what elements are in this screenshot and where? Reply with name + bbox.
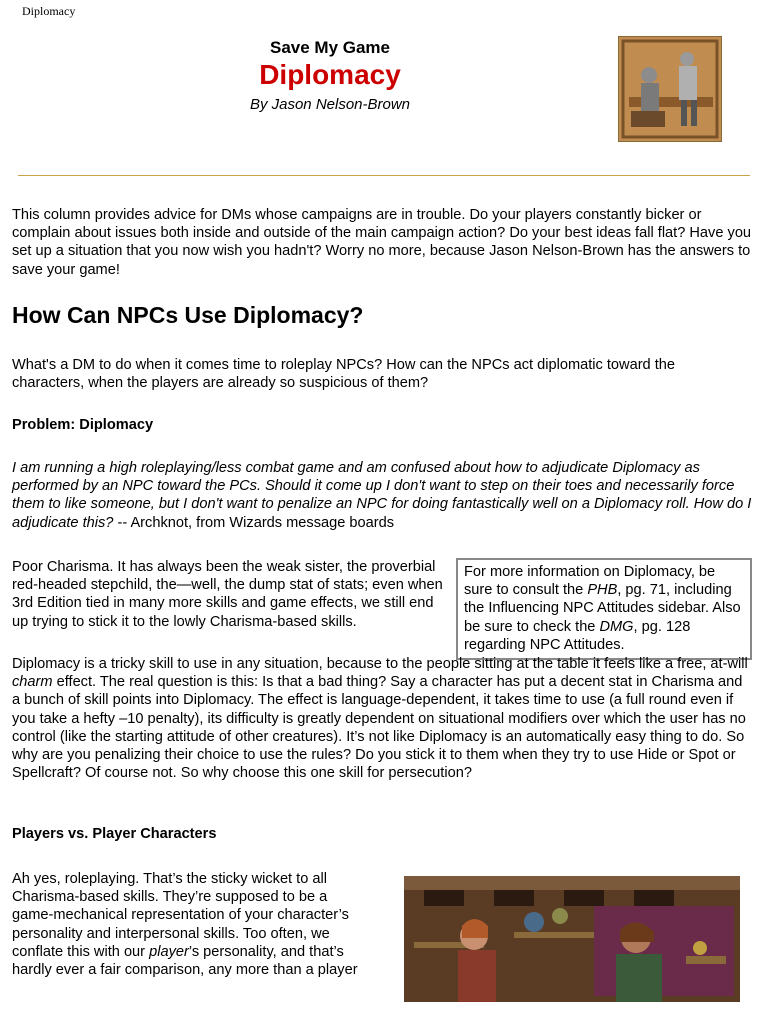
para2-text-2: effect. The real question is this: Is that a bad thing? Say a character has put a decent stat in Charisma and a bunch of skill points into Diplomacy. The effect is language-dependent, it takes time to use (a full round even if you take a hefty –10 penalty), its difficulty is greatly dependent on situational modifiers over which the user has no control (like the starting attitude of other creatures). It’s not like Diplomacy is an automatically easy thing to do. So why are you penalizing their choice to use the rules? Do you stick it to them when they try to use Hide or Spot or Spellcraft? Of course not. So why choose this one skill for persecution?	[12, 674, 746, 782]
byline: By Jason Nelson-Brown	[249, 96, 411, 113]
question-attribution: -- Archknot, from Wizards message boards	[113, 514, 395, 531]
para3-text-2: ’s personality, and that’s hardly ever a fair comparison, any more than a player	[12, 943, 358, 979]
info-sidebar	[456, 558, 752, 660]
question-text: I am running a high roleplaying/less combat game and am confused about how to adjudicate Diplomacy as performed by an NPC toward the PCs. Should it come up I don't want to step on their toes and necessarily force them to like someone, but I don't want to penalize an NPC for doing fantastically well on a Diplomacy roll. How do I adjudicate this?	[12, 460, 752, 531]
sidebar-text-2: , pg. 71, including the Influencing NPC Attitudes sidebar. Also be sure to check the	[464, 582, 741, 635]
roleplaying-paragraph	[12, 870, 372, 979]
section-heading: How Can NPCs Use Diplomacy?	[12, 302, 364, 328]
article-title: Diplomacy	[259, 59, 401, 90]
sidebar-phb: PHB	[587, 582, 618, 599]
para3-player: player	[149, 943, 189, 960]
reader-question	[12, 459, 752, 532]
problem-heading: Problem: Diplomacy	[12, 417, 154, 433]
lead-paragraph: What's a DM to do when it comes time to roleplay NPCs? How can the NPCs act diplomatic toward the characters, when the players are already so suspicious of them?	[12, 357, 676, 392]
illustration-shop-scene	[404, 876, 740, 1002]
series-title: Save My Game	[269, 38, 390, 57]
players-heading: Players vs. Player Characters	[12, 826, 217, 842]
para2-text-1: Diplomacy is a tricky skill to use in any situation, because to the people sitting at the table it feels like a free, at-will	[12, 656, 748, 672]
intro-paragraph: This column provides advice for DMs whose campaigns are in trouble. Do your players constantly bicker or complain about issues both inside and outside of the main campaign action? Do your best ideas fall flat? Have you set up a situation that you now wish you hadn't? Worry no more, because Jason Nelson-Brown has the answers to save your game!	[12, 207, 752, 278]
illustration-armored-figures	[618, 36, 722, 142]
sidebar-text-1: For more information on Diplomacy, be sure to consult the	[464, 564, 716, 599]
diplomacy-paragraph	[12, 655, 752, 782]
para3-text-1: Ah yes, roleplaying. That’s the sticky wicket to all Charisma-based skills. They’re supposed to be a game-mechanical representation of your character’s personality and interpersonal skills. Too often, we conflate this with our	[12, 871, 349, 960]
charisma-paragraph: Poor Charisma. It has always been the weak sister, the proverbial red-headed stepchild, the—well, the dump stat of stats; even when 3rd Edition tied in many more skills and game effects, we still end up trying to stick it to the lowly Charisma-based skills.	[12, 559, 443, 630]
sidebar-text-3: , pg. 128 regarding NPC Attitudes.	[464, 618, 691, 653]
sidebar-dmg: DMG	[599, 618, 634, 635]
para2-charm: charm	[12, 674, 53, 691]
header-divider	[18, 175, 750, 176]
running-title: Diplomacy	[22, 4, 76, 18]
